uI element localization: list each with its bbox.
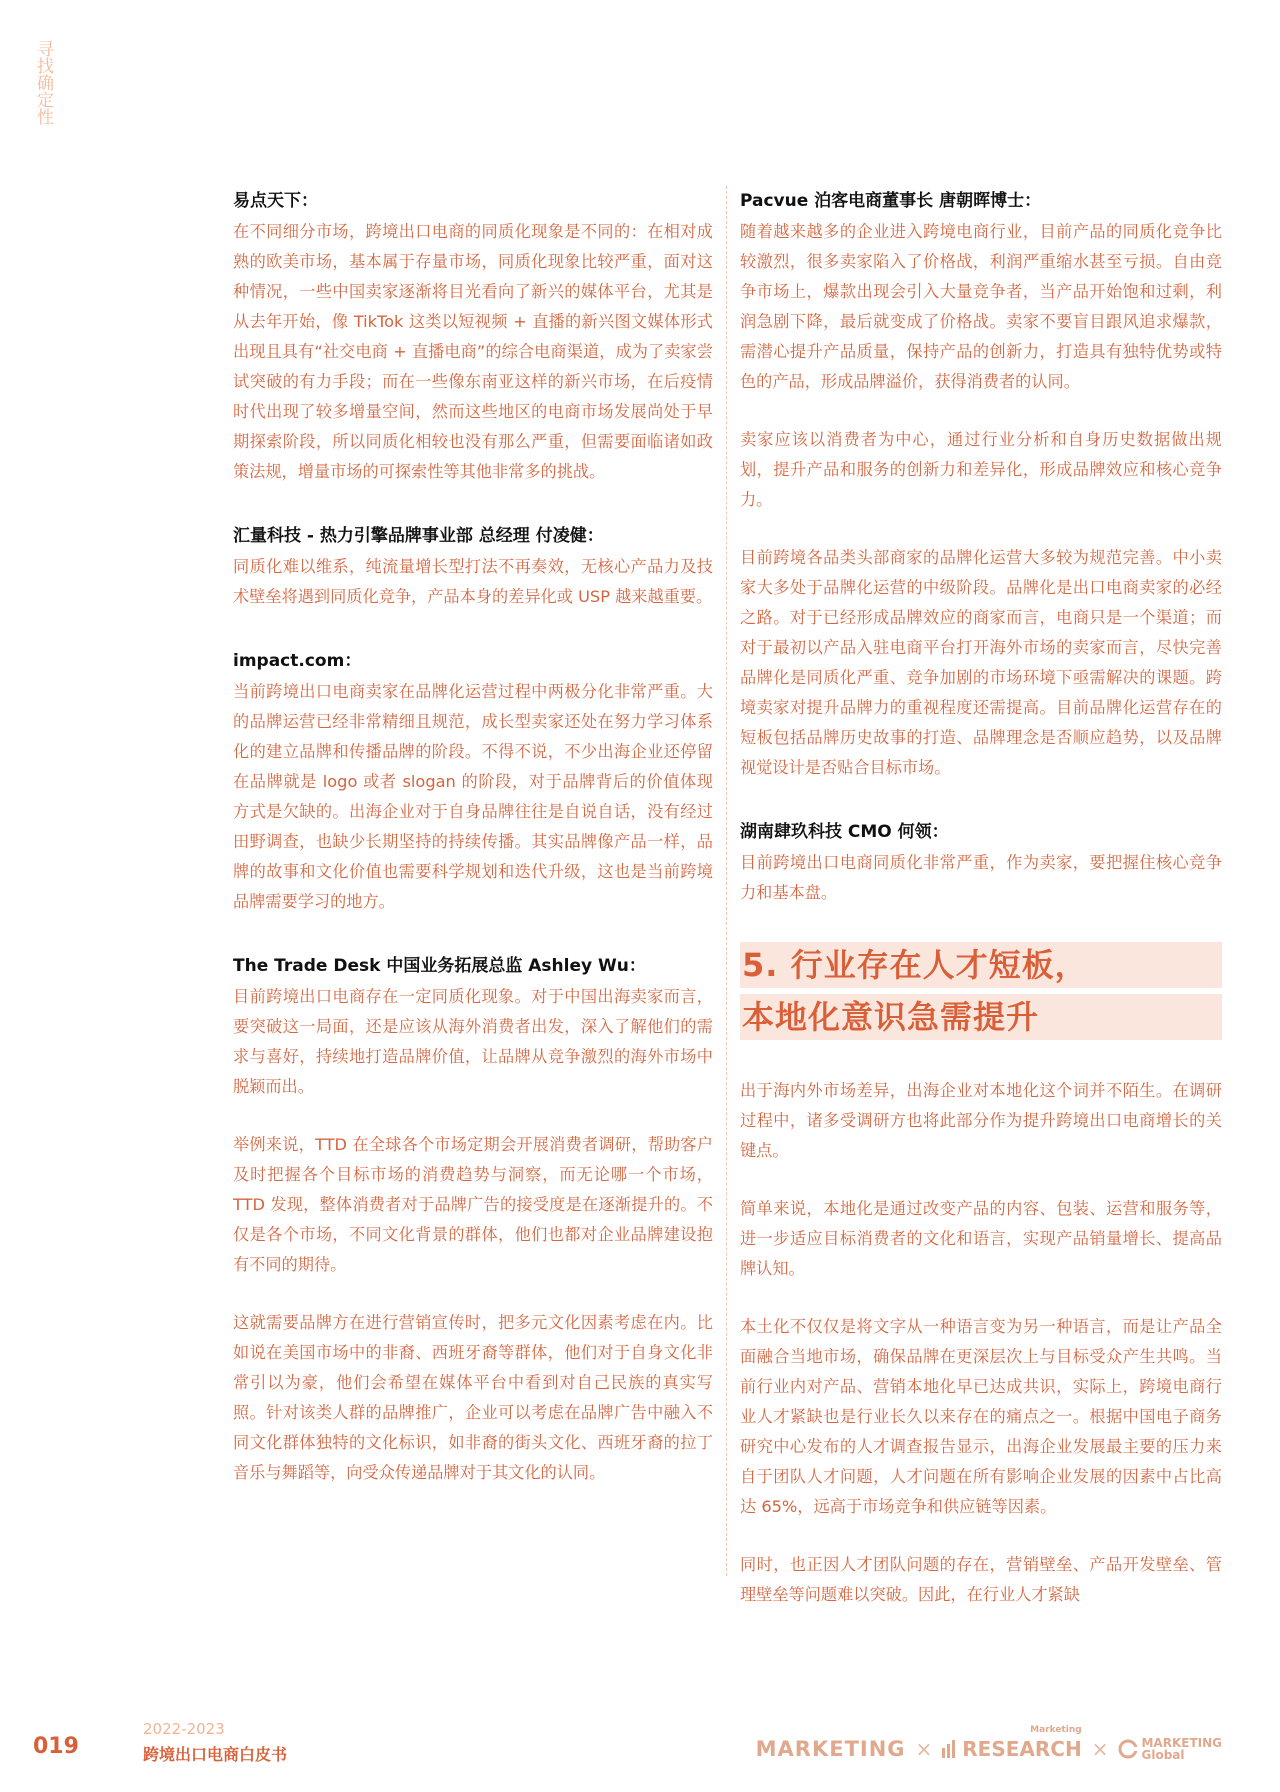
section-title xyxy=(740,942,1222,1040)
quote-heading: Pacvue 泊客电商董事长 唐朝晖博士： xyxy=(740,191,1042,211)
section-paragraph: 简单来说，本地化是通过改变产品的内容、包装、运营和服务等，进一步适应目标消费者的文化和语言，实现产品销量增长、提高品牌认知。 xyxy=(740,1199,1222,1278)
global-mark-icon xyxy=(1118,1739,1138,1759)
section-title-line-1: 5. 行业存在人才短板， xyxy=(740,942,1222,988)
quote-heading: 汇量科技 - 热力引擎品牌事业部 总经理 付凌健： xyxy=(233,526,604,546)
quote-paragraph: 当前跨境出口电商卖家在品牌化运营过程中两极分化非常严重。大的品牌运营已经非常精细且规范，成长型卖家还处在努力学习体系化的建立品牌和传播品牌的阶段。不得不说，不少出海企业还停留在品牌就是 logo 或者 slogan 的阶段，对于品牌背后的价值体现方式是欠缺的。出海企业对于自身品牌往往是自说自话，没有经过田野调查，也缺少长期坚持的持续传播。其实品牌像产品一样，品牌的故事和文化价值也需要科学规划和迭代升级，这也是当前跨境品牌需要学习的地方。 xyxy=(233,682,713,911)
section-paragraph: 本土化不仅仅是将文字从一种语言变为另一种语言，而是让产品全面融合当地市场，确保品牌在更深层次上与目标受众产生共鸣。当前行业内对产品、营销本地化早已达成共识，实际上，跨境电商行业人才紧缺也是行业长久以来存在的痛点之一。根据中国电子商务研究中心发布的人才调查报告显示，出海企业发展最主要的压力来自于团队人才问题，人才问题在所有影响企业发展的因素中占比高达 65%，远高于市场竞争和供应链等因素。 xyxy=(740,1317,1222,1516)
global-logo-line-2: Global xyxy=(1141,1748,1185,1762)
quote-heading: 易点天下： xyxy=(233,191,318,211)
quote-paragraph: 目前跨境各品类头部商家的品牌化运营大多较为规范完善。中小卖家大多处于品牌化运营的中级阶段。品牌化是出口电商卖家的必经之路。对于已经形成品牌效应的商家而言，电商只是一个渠道；而对于最初以产品入驻电商平台打开海外市场的卖家而言，尽快完善品牌化是同质化严重、竞争加剧的市场环境下亟需解决的课题。跨境卖家对提升品牌力的重视程度还需提高。目前品牌化运营存在的短板包括品牌历史故事的打造、品牌理念是否顺应趋势，以及品牌视觉设计是否贴合目标市场。 xyxy=(740,548,1222,777)
section-paragraph: 同时，也正因人才团队问题的存在，营销壁垒、产品开发壁垒、管理壁垒等问题难以突破。因此，在行业人才紧缺 xyxy=(740,1555,1222,1604)
research-logo xyxy=(942,1725,1082,1761)
quote-paragraph: 举例来说，TTD 在全球各个市场定期会开展消费者调研，帮助客户及时把握各个目标市场的消费趋势与洞察，而无论哪一个市场，TTD 发现，整体消费者对于品牌广告的接受度是在逐渐提升的。不仅是各个市场，不同文化背景的群体，他们也都对企业品牌建设抱有不同的期待。 xyxy=(233,1135,713,1274)
side-tag: 寻找确定性 xyxy=(33,40,53,125)
left-column xyxy=(233,186,713,1522)
section-paragraph: 出于海内外市场差异，出海企业对本地化这个词并不陌生。在调研过程中，诸多受调研方也将此部分作为提升跨境出口电商增长的关键点。 xyxy=(740,1081,1222,1160)
section-title-line-2: 本地化意识急需提升 xyxy=(740,994,1222,1040)
footer-book-title: 跨境出口电商白皮书 xyxy=(143,1745,288,1764)
page-footer xyxy=(0,1718,1280,1778)
quote-heading: impact.com： xyxy=(233,651,362,671)
quote-block xyxy=(233,951,713,1488)
quote-block xyxy=(740,817,1222,908)
quote-heading: 湖南肆玖科技 CMO 何领： xyxy=(740,822,949,842)
column-divider xyxy=(726,186,727,1576)
bars-icon xyxy=(942,1740,958,1758)
quote-paragraph: 在不同细分市场，跨境出口电商的同质化现象是不同的：在相对成熟的欧美市场，基本属于存量市场，同质化现象比较严重，面对这种情况，一些中国卖家逐渐将目光看向了新兴的媒体平台，尤其是从去年开始，像 TikTok 这类以短视频 + 直播的新兴图文媒体形式出现且具有“社交电商 + 直播电商”的综合电商渠道，成为了卖家尝试突破的有力手段；而在一些像东南亚这样的新兴市场，在后疫情时代出现了较多增量空间，然而这些地区的电商市场发展尚处于早期探索阶段，所以同质化相较也没有那么严重，但需要面临诸如政策法规，增量市场的可探索性等其他非常多的挑战。 xyxy=(233,222,713,481)
marketing-logo: MARKETING xyxy=(755,1737,906,1761)
quote-paragraph: 同质化难以维系，纯流量增长型打法不再奏效，无核心产品力及技术壁垒将遇到同质化竞争，产品本身的差异化或 USP 越来越重要。 xyxy=(233,557,713,606)
research-logo-text: RESEARCH xyxy=(962,1737,1082,1761)
quote-paragraph: 随着越来越多的企业进入跨境电商行业，目前产品的同质化竞争比较激烈，很多卖家陷入了价格战，利润严重缩水甚至亏损。自由竞争市场上，爆款出现会引入大量竞争者，当产品开始饱和过剩，利润急剧下降，最后就变成了价格战。卖家不要盲目跟风追求爆款，需潜心提升产品质量，保持产品的创新力，打造具有独特优势或特色的产品，形成品牌溢价，获得消费者的认同。 xyxy=(740,222,1222,391)
quote-block xyxy=(233,186,713,487)
footer-logos xyxy=(755,1725,1222,1764)
right-column xyxy=(740,186,1222,1610)
quote-block xyxy=(233,646,713,917)
quote-block xyxy=(740,186,1222,783)
quote-paragraph: 目前跨境出口电商存在一定同质化现象。对于中国出海卖家而言，要突破这一局面，还是应该从海外消费者出发，深入了解他们的需求与喜好，持续地打造品牌价值，让品牌从竞争激烈的海外市场中脱颖而出。 xyxy=(233,987,713,1096)
logo-separator: × xyxy=(915,1737,933,1761)
research-logo-sup: Marketing xyxy=(1030,1725,1082,1735)
footer-year: 2022-2023 xyxy=(143,1720,225,1738)
quote-block xyxy=(233,521,713,612)
marketing-global-logo xyxy=(1118,1737,1222,1761)
quote-paragraph: 这就需要品牌方在进行营销宣传时，把多元文化因素考虑在内。比如说在美国市场中的非裔、西班牙裔等群体，他们对于自身文化非常引以为豪，他们会希望在媒体平台中看到对自己民族的真实写照。针对该类人群的品牌推广，企业可以考虑在品牌广告中融入不同文化群体独特的文化标识，如非裔的街头文化、西班牙裔的拉丁音乐与舞蹈等，向受众传递品牌对于其文化的认同。 xyxy=(233,1313,713,1482)
quote-paragraph: 目前跨境出口电商同质化非常严重，作为卖家，要把握住核心竞争力和基本盘。 xyxy=(740,853,1222,902)
logo-separator: × xyxy=(1091,1737,1109,1761)
global-logo-line-1: MARKETING xyxy=(1141,1736,1222,1750)
quote-heading: The Trade Desk 中国业务拓展总监 Ashley Wu： xyxy=(233,956,646,976)
quote-paragraph: 卖家应该以消费者为中心，通过行业分析和自身历史数据做出规划，提升产品和服务的创新力和差异化，形成品牌效应和核心竞争力。 xyxy=(740,430,1222,509)
page-number: 019 xyxy=(33,1734,79,1759)
